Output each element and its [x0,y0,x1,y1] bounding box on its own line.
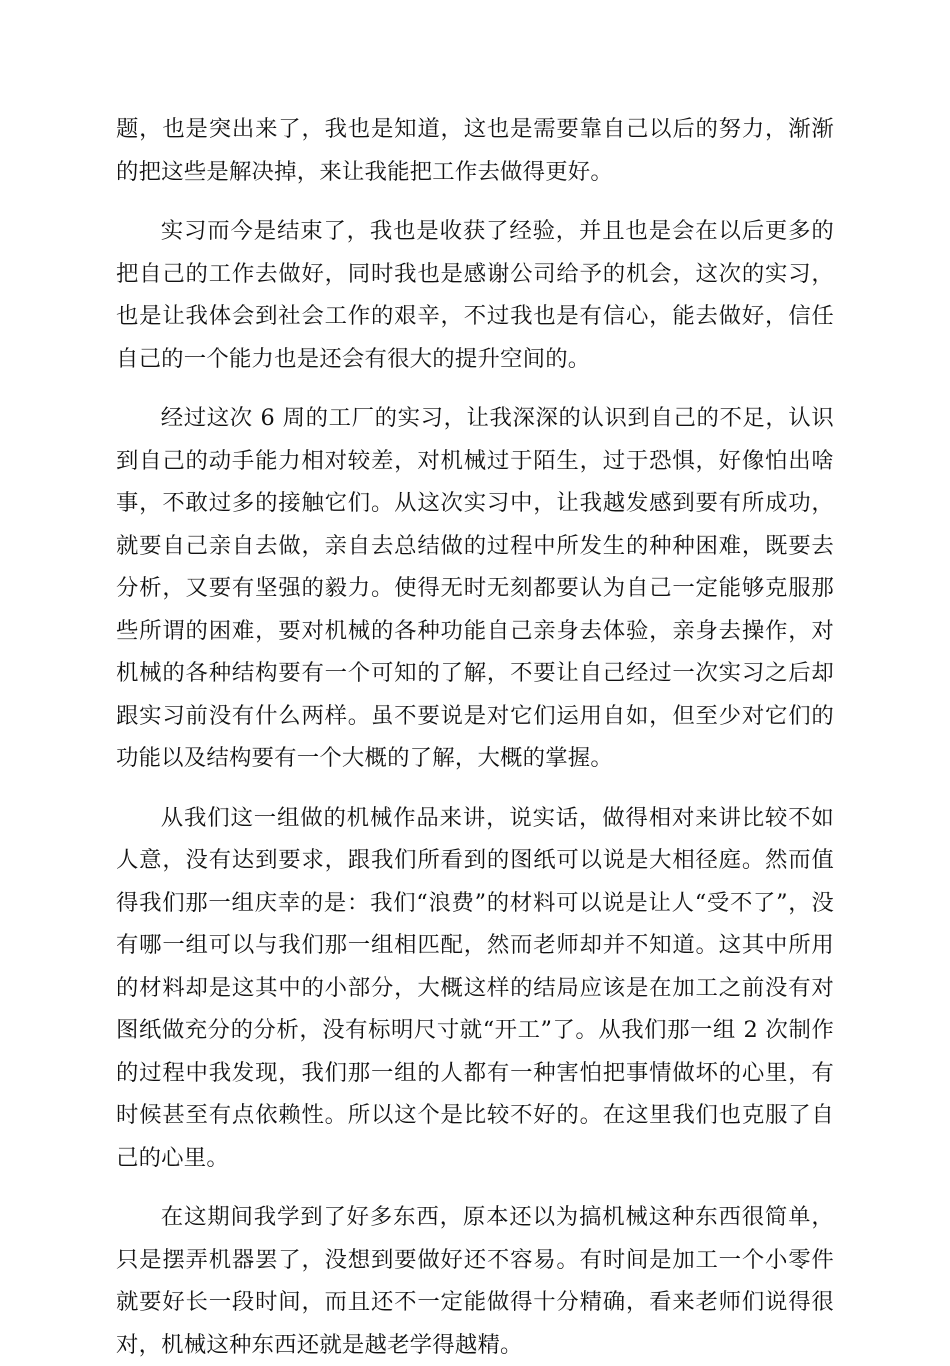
paragraph-1: 题，也是突出来了，我也是知道，这也是需要靠自己以后的努力，渐渐的把这些是解决掉，来让我能把工作去做得更好。 [116,116,834,185]
paragraph-5: 在这期间我学到了好多东西，原本还以为搞机械这种东西很简单，只是摆弄机器罢了，没想到要做好还不容易。有时间是加工一个小零件就要好长一段时间，而且还不一定能做得十分精确，看来老师们说得很对，机械这种东西还就是越老学得越精。 [116,1204,834,1358]
paragraph-3: 经过这次 6 周的工厂的实习，让我深深的认识到自己的不足，认识到自己的动手能力相对较差，对机械过于陌生，过于恐惧，好像怕出啥事，不敢过多的接触它们。从这次实习中，让我越发感到要有所成功，就要自己亲自去做，亲自去总结做的过程中所发生的种种困难，既要去分析，又要有坚强的毅力。使得无时无刻都要认为自己一定能够克服那些所谓的困难，要对机械的各种功能自己亲身去体验，亲身去操作，对机械的各种结构要有一个可知的了解，不要让自己经过一次实习之后却跟实习前没有什么两样。虽不要说是对它们运用自如，但至少对它们的功能以及结构要有一个大概的了解，大概的掌握。 [116,405,834,771]
document-page [116,108,834,1366]
paragraph-2: 实习而今是结束了，我也是收获了经验，并且也是会在以后更多的把自己的工作去做好，同时我也是感谢公司给予的机会，这次的实习，也是让我体会到社会工作的艰辛，不过我也是有信心，能去做好，信任自己的一个能力也是还会有很大的提升空间的。 [116,218,834,372]
paragraph-4: 从我们这一组做的机械作品来讲，说实话，做得相对来讲比较不如人意，没有达到要求，跟我们所看到的图纸可以说是大相径庭。然而值得我们那一组庆幸的是：我们“浪费”的材料可以说是让人“受不了”，没有哪一组可以与我们那一组相匹配，然而老师却并不知道。这其中所用的材料却是这其中的小部分，大概这样的结局应该是在加工之前没有对图纸做充分的分析，没有标明尺寸就“开工”了。从我们那一组 2 次制作的过程中我发现，我们那一组的人都有一种害怕把事情做坏的心里，有时候甚至有点依赖性。所以这个是比较不好的。在这里我们也克服了自己的心里。 [116,804,834,1171]
